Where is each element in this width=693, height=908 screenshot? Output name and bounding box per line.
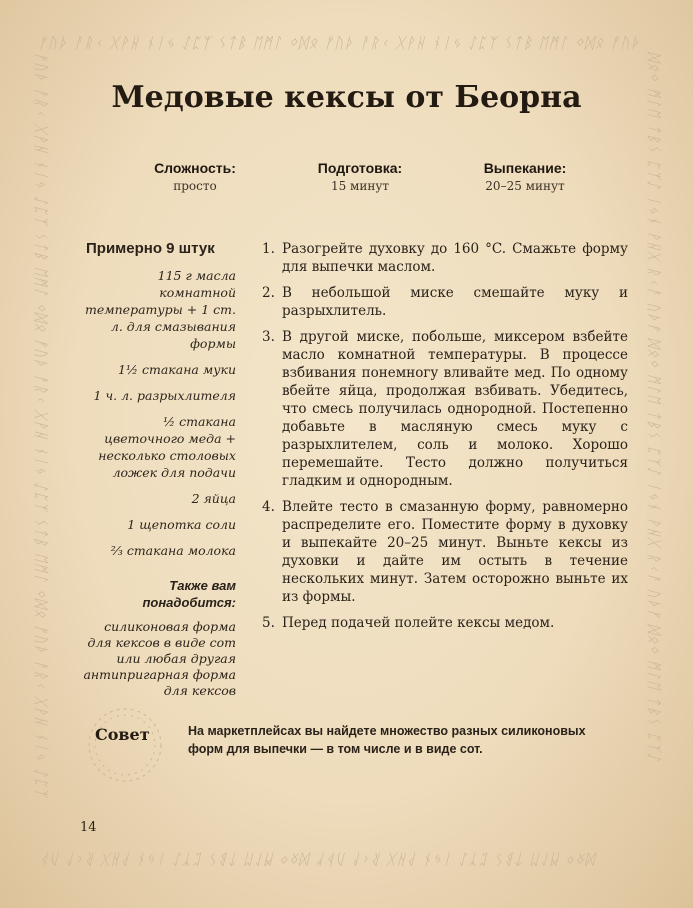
instruction-step bbox=[262, 498, 628, 606]
step-text: В небольшой миске смешайте муку и разрыхлитель. bbox=[282, 285, 628, 319]
ingredient-item: 1 щепотка соли bbox=[127, 517, 236, 532]
bake-time-value: 20–25 минут bbox=[485, 179, 565, 193]
prep-time-label: Подготовка: bbox=[317, 160, 403, 176]
tip-label: Совет bbox=[95, 725, 150, 744]
step-number: 2. bbox=[262, 285, 275, 301]
step-text: Разогрейте духовку до 160 °C. Смажьте форму для выпечки маслом. bbox=[282, 241, 628, 275]
step-text: В другой миске, побольше, миксером взбейте масло комнатной температуры. В процессе взбивания понемногу вливайте мед. По одному вбейте яйца, продолжая взбивать. Убедитесь, что смесь получилась однородной. Постепенно добавьте в масляную смесь муку с разрыхлителем, соль и молоко. Хорошо перемешайте. Тесто должно получиться гладким и однородным. bbox=[282, 329, 628, 489]
step-text: Влейте тесто в смазанную форму, равномерно распределите его. Поместите форму в духовку и выпекайте 20–25 минут. Выньте кексы из духовки и дайте им остыть в течение нескольких минут. Затем осторожно выньте их из формы. bbox=[282, 499, 628, 605]
ingredient-item: ½ стакана цветочного меда + несколько столовых ложек для подачи bbox=[98, 414, 236, 480]
step-number: 3. bbox=[262, 329, 275, 345]
prep-time-value: 15 минут bbox=[330, 179, 390, 193]
difficulty-info bbox=[120, 160, 270, 208]
prep-time-info bbox=[285, 160, 435, 208]
ingredient-item: 1 ч. л. разрыхлителя bbox=[93, 388, 236, 403]
step-number: 1. bbox=[262, 241, 275, 257]
recipe-title: Медовые кексы от Беорна bbox=[111, 80, 582, 115]
instructions-list bbox=[262, 240, 628, 640]
ingredient-item: 1½ стакана муки bbox=[117, 362, 236, 377]
page-number: 14 bbox=[80, 820, 97, 835]
difficulty-label: Сложность: bbox=[154, 160, 236, 176]
ingredients-sidebar bbox=[80, 240, 236, 699]
step-number: 5. bbox=[262, 615, 275, 631]
step-text: Перед подачей полейте кексы медом. bbox=[282, 615, 555, 631]
instruction-step bbox=[262, 284, 628, 320]
extra-equipment-text: силиконовая форма для кексов в виде сот или любая другая антипригарная форма для кексов bbox=[83, 619, 236, 698]
instruction-step bbox=[262, 614, 628, 632]
recipe-info-row bbox=[120, 160, 600, 208]
decorative-rune-border-left: ᚠᚢᚦ ᚨᚱᚲ ᚷᚹᚺ ᚾᛁᛃ ᛇᛈᛉ ᛊᛏᛒ ᛖᛗᛚ ᛜᛞᛟ ᚠᚢᚦ ᚨᚱᚲ ᚷᚹᚺ ᚾᛁᛃ ᛇᛈᛉ ᛊᛏᛒ ᛖᛗᛚ ᛜᛞᛟ ᚠᚢᚦ ᚨᚱᚲ ᚷᚹᚺ ᚾᛁᛃ ᛇᛈᛉ bbox=[32, 52, 50, 798]
instruction-step bbox=[262, 240, 628, 276]
extra-equipment-label: Также вам понадобится: bbox=[142, 578, 236, 610]
decorative-rune-border-top: ᚠᚢᚦ ᚨᚱᚲ ᚷᚹᚺ ᚾᛁᛃ ᛇᛈᛉ ᛊᛏᛒ ᛖᛗᛚ ᛜᛞᛟ ᚠᚢᚦ ᚨᚱᚲ ᚷᚹᚺ ᚾᛁᛃ ᛇᛈᛉ ᛊᛏᛒ ᛖᛗᛚ ᛜᛞᛟ ᚠᚢᚦ bbox=[38, 34, 641, 52]
decorative-rune-border-bottom: ᛞᛟᛜ ᛗᛚᛖ ᛏᛒᛊ ᛈᛉᛇ ᛁᛃᚾ ᚹᚺᚷ ᚱᚲᚨ ᚢᚦᚠ ᛞᛟᛜ ᛗᛚᛖ ᛏᛒᛊ ᛈᛉᛇ ᛁᛃᚾ ᚹᚺᚷ ᚱᚲᚨ ᚢᚦ bbox=[40, 850, 597, 868]
instruction-step bbox=[262, 328, 628, 490]
tip-text: На маркетплейсах вы найдете множество разных силиконовых форм для выпечки — в том числе и в виде сот. bbox=[188, 724, 586, 756]
tip-rune-circle-icon bbox=[80, 700, 170, 790]
ingredient-item: 2 яйца bbox=[191, 491, 236, 506]
bake-time-info bbox=[450, 160, 600, 208]
step-number: 4. bbox=[262, 499, 275, 515]
bake-time-label: Выпекание: bbox=[483, 160, 567, 176]
recipe-yield: Примерно 9 штук bbox=[86, 240, 215, 257]
decorative-rune-border-right: ᛞᛟᛜ ᛗᛚᛖ ᛏᛒᛊ ᛈᛉᛇ ᛁᛃᚾ ᚹᚺᚷ ᚱᚲᚨ ᚢᚦᚠ ᛞᛟᛜ ᛗᛚᛖ ᛏᛒᛊ ᛈᛉᛇ ᛁᛃᚾ ᚹᚺᚷ ᚱᚲᚨ ᚢᚦᚠ ᛞᛟᛜ ᛗᛚᛖ ᛏᛒᛊ ᛈᛉᛇ bbox=[645, 52, 663, 762]
difficulty-value: просто bbox=[173, 179, 217, 193]
ingredient-item: 115 г масла комнатной температуры + 1 ст. л. для смазывания формы bbox=[85, 268, 236, 351]
ingredient-item: ⅔ стакана молока bbox=[110, 543, 236, 558]
